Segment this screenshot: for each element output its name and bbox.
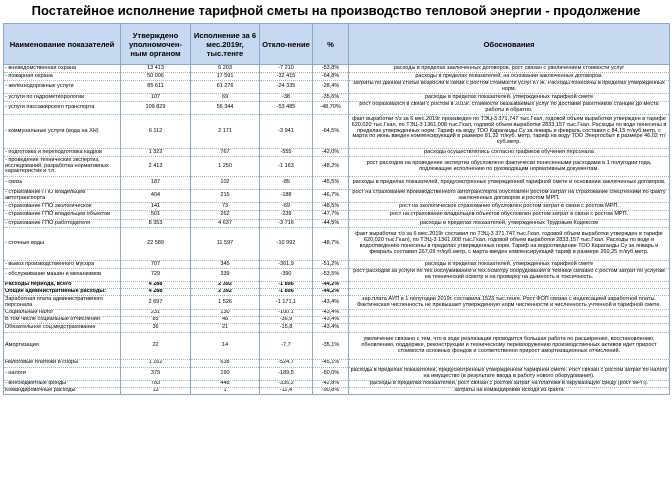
- cell-name: Обязательное соц.медстрахование: [4, 323, 121, 332]
- cell-actual: 339: [191, 269, 260, 282]
- cell-name: - страхование ГПО работодателя: [4, 220, 121, 228]
- cell-reason: [349, 282, 670, 289]
- cell-percent: -44,2%: [313, 289, 349, 296]
- cell-approved: 379: [121, 367, 191, 380]
- table-row: [4, 228, 670, 261]
- cell-reason: расходы осуществлялись согласно графиков обучения персонала: [349, 149, 670, 157]
- cell-actual: 1 526: [191, 296, 260, 310]
- cell-approved: 231: [121, 310, 191, 317]
- cell-reason: факт выработки т/э за 6 мес.2019г произведен по ТЭЦ-3 371,747 тыс.Гкал, годовой объем выработки утвержден в тарифе 620,020 тыс.Гкал, по ТЭЦ-3 1361,008 тыс.Гкал, годовой объем выработки 2833,157 тыс.Гкал. Расходы по воде понесены в пределах утвержденных норм. Тариф на воду ТОО Караганды Су за январь и февраль составил с 84,15 тг/куб.метр, с марта по июнь введен компенсирующий в размере 81,32 тг/куб. метр, тариф на воду ТОО Энергосбыт в размере 46,02 тг/куб.метр.: [349, 115, 670, 149]
- cell-reason: рост на страхование владельцев объектов обусловлен ростом затрат в связи с ростом МРП.: [349, 211, 670, 220]
- cell-reason: расходы в пределах показателей, утвержденных тарифной смете: [349, 261, 670, 269]
- cell-name: - страхование ГПО владельцев объектов: [4, 211, 121, 220]
- cell-actual: 767: [191, 149, 260, 157]
- cell-percent: -47,7%: [313, 211, 349, 220]
- cell-deviation: -7,7: [260, 332, 313, 359]
- cell-actual: 11 597: [191, 228, 260, 261]
- table-row: [4, 190, 670, 203]
- cell-deviation: -53 485: [260, 102, 313, 115]
- cell-percent: -64,8%: [313, 73, 349, 81]
- table-row: [4, 282, 670, 289]
- cell-approved: 707: [121, 261, 191, 269]
- cell-percent: -42,8%: [313, 380, 349, 387]
- cell-name: - страхование ГПО экологическое: [4, 203, 121, 211]
- cell-actual: 48: [191, 316, 260, 323]
- cell-percent: -45,5%: [313, 177, 349, 190]
- cell-reason: расходы в пределах заключенных договоров, рост связан с увеличением стоимости услуг: [349, 65, 670, 73]
- table-row: [4, 269, 670, 282]
- header-actual: Исполнение за 6 мес.2019г, тыс.тенге: [191, 24, 260, 65]
- cell-name: В том числе социальные отчисления: [4, 316, 121, 323]
- cell-percent: -48,70%: [313, 102, 349, 115]
- cell-actual: 69: [191, 94, 260, 102]
- cell-deviation: -10 992: [260, 228, 313, 261]
- table-row: [4, 289, 670, 296]
- cell-approved: 783: [121, 380, 191, 387]
- cell-name: - вневедомственная охрана: [4, 65, 121, 73]
- cell-percent: -43,4%: [313, 310, 349, 317]
- cell-name: - железнодорожные услуги: [4, 81, 121, 94]
- table-row: [4, 261, 670, 269]
- cell-actual: 262: [191, 211, 260, 220]
- cell-actual: 345: [191, 261, 260, 269]
- cell-approved: 13 413: [121, 65, 191, 73]
- cell-actual: 130: [191, 310, 260, 317]
- cell-name: - страхование ГПО владельцев автотранспорта: [4, 190, 121, 203]
- cell-reason: [349, 359, 670, 367]
- cell-name: Налоговые платежи и сборы: [4, 359, 121, 367]
- cell-name: Заработная плата административного персонала: [4, 296, 121, 310]
- cell-reason: [349, 316, 670, 323]
- cell-reason: расходы в пределах показателей, на основании заключенных договоров.: [349, 73, 670, 81]
- cell-deviation: -1 896: [260, 282, 313, 289]
- cell-deviation: -1 896: [260, 289, 313, 296]
- cell-actual: 2 171: [191, 115, 260, 149]
- cell-percent: -44,2%: [313, 282, 349, 289]
- cell-percent: -43,4%: [313, 296, 349, 310]
- cell-actual: 56 344: [191, 102, 260, 115]
- cell-deviation: -555: [260, 149, 313, 157]
- cell-percent: -43,4%: [313, 316, 349, 323]
- cell-approved: 22 589: [121, 228, 191, 261]
- cell-percent: -53,8%: [313, 65, 349, 73]
- header-reason: Обоснования: [349, 24, 670, 65]
- cell-deviation: -32 415: [260, 73, 313, 81]
- table-header-row: [4, 24, 670, 65]
- header-approved: Утверждено уполномочен-ным органом: [121, 24, 191, 65]
- cell-name: - проведение технических экспертиз, исследований, разработка нормативных характеристик и т.п.: [4, 157, 121, 177]
- cell-percent: -48,7%: [313, 228, 349, 261]
- header-deviation: Откло-нение: [260, 24, 313, 65]
- cell-deviation: -361,9: [260, 261, 313, 269]
- cell-reason: [349, 310, 670, 317]
- page-title: Постатейное исполнение тарифной сметы на производство тепловой энергии - продолжение: [31, 3, 641, 18]
- cell-actual: 73: [191, 203, 260, 211]
- table-row: [4, 115, 670, 149]
- cell-approved: 1 162: [121, 359, 191, 367]
- cell-approved: 501: [121, 211, 191, 220]
- cell-reason: зар.плата АУП в 1 полугодии 2019г. составила 1523 тыс.тенге. Рост ФОП связан с индексацией заработной платы. Фактическая численность не превышает утвержденную норм численности и численность учтенной в тарифной смете.: [349, 296, 670, 310]
- cell-approved: 2 413: [121, 157, 191, 177]
- cell-name: - сточные воды: [4, 228, 121, 261]
- table-row: [4, 65, 670, 73]
- cell-name: Общие административные расходы:: [4, 289, 121, 296]
- cell-deviation: -38: [260, 94, 313, 102]
- cell-percent: -44,5%: [313, 220, 349, 228]
- cell-name: Командировочные расходы: [4, 387, 121, 394]
- cell-percent: -42,0%: [313, 149, 349, 157]
- cell-approved: 85: [121, 316, 191, 323]
- cell-approved: 729: [121, 269, 191, 282]
- cell-percent: -48,5%: [313, 203, 349, 211]
- cell-approved: 85 611: [121, 81, 191, 94]
- cell-percent: -43,4%: [313, 323, 349, 332]
- cell-actual: 102: [191, 177, 260, 190]
- cell-name: - подготовка и переподготовка кадров: [4, 149, 121, 157]
- cell-approved: 187: [121, 177, 191, 190]
- cell-actual: 190: [191, 367, 260, 380]
- cell-name: - налоги: [4, 367, 121, 380]
- cell-percent: -64,5%: [313, 115, 349, 149]
- cell-deviation: -3 716: [260, 220, 313, 228]
- cell-reason: [349, 323, 670, 332]
- table-row: [4, 102, 670, 115]
- table-row: [4, 94, 670, 102]
- cell-name: - услуги пассажирского транспорта: [4, 102, 121, 115]
- table-row: [4, 380, 670, 387]
- cell-actual: 1: [191, 387, 260, 394]
- table-row: [4, 73, 670, 81]
- cell-approved: 2 697: [121, 296, 191, 310]
- cell-deviation: -69: [260, 203, 313, 211]
- table-row: [4, 332, 670, 359]
- cell-approved: 404: [121, 190, 191, 203]
- header-percent: %: [313, 24, 349, 65]
- cell-deviation: -335,2: [260, 380, 313, 387]
- cell-approved: 4 288: [121, 289, 191, 296]
- cell-actual: 4 637: [191, 220, 260, 228]
- table-body: [4, 65, 670, 395]
- cell-deviation: -36,9: [260, 316, 313, 323]
- cell-name: - внебюджетные фонды: [4, 380, 121, 387]
- cell-percent: -50,0%: [313, 367, 349, 380]
- cell-approved: 6 112: [121, 115, 191, 149]
- cell-reason: расходы в пределах показателей, предусмотренных утвержденной тарифной смете и основании заключенных договоров.: [349, 177, 670, 190]
- cell-deviation: -188: [260, 190, 313, 203]
- table-row: [4, 316, 670, 323]
- cell-percent: -51,2%: [313, 261, 349, 269]
- cell-approved: 22: [121, 332, 191, 359]
- cell-reason: рост образовался в связи с ростом в 2019г. стоимости оказываемых услуг по доставке работников станций до места работы и обратно.: [349, 102, 670, 115]
- cell-deviation: -85: [260, 177, 313, 190]
- cell-percent: -28,4%: [313, 81, 349, 94]
- table-row: [4, 81, 670, 94]
- cell-name: Социальный налог: [4, 310, 121, 317]
- table-row: [4, 220, 670, 228]
- tariff-budget-table: [3, 23, 670, 395]
- table-row: [4, 211, 670, 220]
- table-row: [4, 310, 670, 317]
- cell-approved: 109 829: [121, 102, 191, 115]
- table-row: [4, 359, 670, 367]
- cell-deviation: -1 163: [260, 157, 313, 177]
- cell-name: - коммунальные услуги (вода на ХН): [4, 115, 121, 149]
- cell-actual: 448: [191, 380, 260, 387]
- cell-reason: рост на экологическое страхование обусловлен ростом затрат в связи с ростом МРП.: [349, 203, 670, 211]
- cell-deviation: -100,1: [260, 310, 313, 317]
- table-row: [4, 157, 670, 177]
- cell-name: - пожарная охрана: [4, 73, 121, 81]
- cell-approved: 1 322: [121, 149, 191, 157]
- cell-name: Расходы периода, всего: [4, 282, 121, 289]
- cell-deviation: -15,8: [260, 323, 313, 332]
- cell-reason: затраты на командировки исходя из факта: [349, 387, 670, 394]
- cell-deviation: -24 335: [260, 81, 313, 94]
- cell-deviation: -189,5: [260, 367, 313, 380]
- cell-percent: -35,6%: [313, 94, 349, 102]
- cell-deviation: -1 171,1: [260, 296, 313, 310]
- cell-reason: затраты по данной статье возросли в связи с ростом стоимости услуг КТЖ. Расходы понесены в пределах утвержденных норм.: [349, 81, 670, 94]
- cell-deviation: -390: [260, 269, 313, 282]
- cell-deviation: -239: [260, 211, 313, 220]
- cell-name: - обслуживание машин и механизмов: [4, 269, 121, 282]
- cell-deviation: -11,4: [260, 387, 313, 394]
- table-row: [4, 387, 670, 394]
- table-row: [4, 323, 670, 332]
- cell-approved: 107: [121, 94, 191, 102]
- table-row: [4, 149, 670, 157]
- cell-percent: -48,2%: [313, 157, 349, 177]
- cell-name: Амортизация: [4, 332, 121, 359]
- table-row: [4, 177, 670, 190]
- cell-name: - услуги по гидрометеорологии: [4, 94, 121, 102]
- cell-actual: 2 392: [191, 282, 260, 289]
- cell-approved: 13: [121, 387, 191, 394]
- cell-percent: -45,1%: [313, 359, 349, 367]
- cell-deviation: -3 941: [260, 115, 313, 149]
- cell-approved: 50 006: [121, 73, 191, 81]
- table-row: [4, 296, 670, 310]
- cell-deviation: -7 210: [260, 65, 313, 73]
- cell-reason: [349, 289, 670, 296]
- table-row: [4, 367, 670, 380]
- cell-percent: -35,1%: [313, 332, 349, 359]
- cell-approved: 36: [121, 323, 191, 332]
- cell-percent: -53,5%: [313, 269, 349, 282]
- cell-reason: расходы в пределах показателей, предусмотренных утвержденной тарифной смете. Рост связан с ростом затрат по налогу на имущество (в результате ввода в работу нового оборудования).: [349, 367, 670, 380]
- cell-actual: 21: [191, 323, 260, 332]
- cell-actual: 2 392: [191, 289, 260, 296]
- cell-actual: 17 591: [191, 73, 260, 81]
- cell-actual: 638: [191, 359, 260, 367]
- cell-reason: расходы в пределах показателей, утвержденных тарифной смете: [349, 94, 670, 102]
- cell-approved: 141: [121, 203, 191, 211]
- cell-percent: -46,7%: [313, 190, 349, 203]
- cell-reason: увеличение связано с тем, что в ходе реализации проводится большая работа по расширению, восстановлению, обновлению, поддержке, реконструкции и техническому перевооружению производственных активов идет прирост стоимости основных фондов и соответственно прирост амортизационных отчислений.: [349, 332, 670, 359]
- cell-actual: 1 250: [191, 157, 260, 177]
- cell-actual: 14: [191, 332, 260, 359]
- cell-actual: 6 203: [191, 65, 260, 73]
- table-row: [4, 203, 670, 211]
- cell-name: - связь: [4, 177, 121, 190]
- cell-reason: рост расходов на проведение экспертиз обусловлено фактически понесенными расходами в 1 полугодии года, подлежащие исполнению по руководящим нормативным документам.: [349, 157, 670, 177]
- cell-actual: 215: [191, 190, 260, 203]
- cell-reason: рост на страхование производственного автотранспорта обусловлен ростом затрат на страхование спецтехники по факту заключенных договоров и ростом МРП.: [349, 190, 670, 203]
- cell-percent: -90,8%: [313, 387, 349, 394]
- cell-deviation: -524,7: [260, 359, 313, 367]
- cell-approved: 4 288: [121, 282, 191, 289]
- cell-actual: 61 276: [191, 81, 260, 94]
- cell-name: - вывоз производственного мусора: [4, 261, 121, 269]
- cell-approved: 8 353: [121, 220, 191, 228]
- cell-reason: рост расходов за услуги по тех.обслуживанию и тех.осмотру оборудования и техники связано с ростом затрат по услугам на технический осмотр и на проверку на дымность и токсичность.: [349, 269, 670, 282]
- header-name: Наименование показателей: [4, 24, 121, 65]
- cell-reason: расходы в пределах показателей, утвержденных Трудовым Кодексом: [349, 220, 670, 228]
- cell-reason: факт выработки т/э за 6 мес.2019г составил по ТЭЦ-3 371,747 тыс.Гкал, годовой объем выработки утвержден в тарифе 620,020 тыс.Гкал), по ТЭЦ-3 1361,008 тыс.Гкал, годовой объем выработки 2833,157 тыс.Гкал. Расходы по воде и водоотведению понесены в пределах утвержденных норм. Тариф на водоотведение ТОО Караганды Су за январь и февраль составил 267,09 тг/куб.метр, с марта введен компенсирующий тариф в размере 260,25 тг/куб.метр.: [349, 228, 670, 261]
- cell-reason: расходы в пределах показателей, рост связан с ростом затрат на платежи в окружающую среду (рост МРП).: [349, 380, 670, 387]
